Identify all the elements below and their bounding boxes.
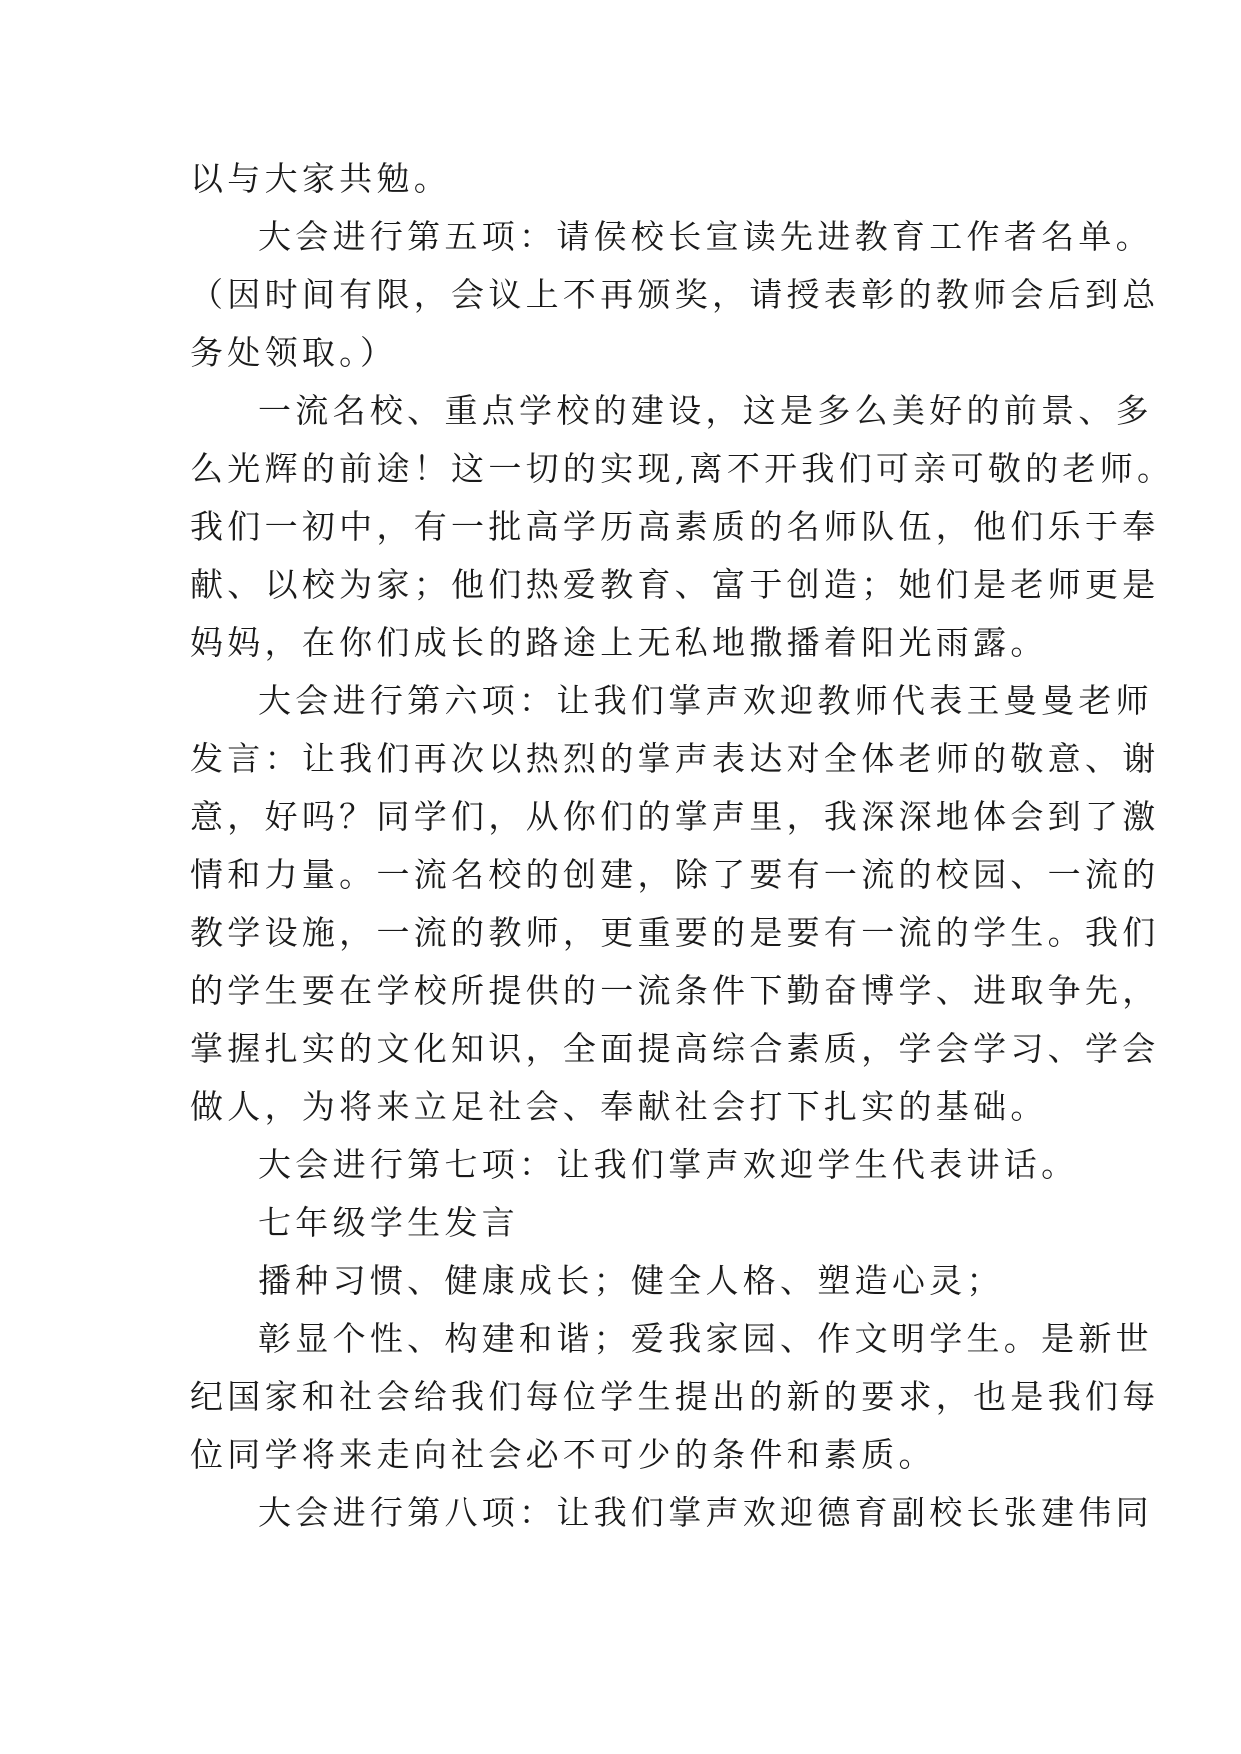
text-line: 务处领取。）: [190, 333, 398, 372]
text-line: 么光辉的前途！这一切的实现,离不开我们可亲可敬的老师。: [190, 449, 1175, 488]
document-page: [190, 150, 1175, 1542]
text-line: 大会进行第六项：让我们掌声欢迎教师代表王曼曼老师: [258, 681, 1153, 720]
text-line: 一流名校、重点学校的建设，这是多么美好的前景、多: [258, 391, 1153, 430]
text-line: 大会进行第七项：让我们掌声欢迎学生代表讲话。: [258, 1145, 1079, 1184]
text-line: 播种习惯、健康成长；健全人格、塑造心灵；: [258, 1261, 1004, 1300]
text-line: 教学设施，一流的教师，更重要的是要有一流的学生。我们: [190, 913, 1160, 952]
text-line: 发言：让我们再次以热烈的掌声表达对全体老师的敬意、谢: [190, 739, 1160, 778]
text-line: 大会进行第八项：让我们掌声欢迎德育副校长张建伟同: [258, 1493, 1153, 1532]
text-line: （因时间有限，会议上不再颁奖，请授表彰的教师会后到总: [190, 275, 1160, 314]
text-line: 妈妈，在你们成长的路途上无私地撒播着阳光雨露。: [190, 623, 1048, 662]
text-line: 掌握扎实的文化知识，全面提高综合素质，学会学习、学会: [190, 1029, 1160, 1068]
text-line: 意，好吗？同学们，从你们的掌声里，我深深地体会到了激: [190, 797, 1160, 836]
text-line: 大会进行第五项：请侯校长宣读先进教育工作者名单。: [258, 217, 1153, 256]
text-line: 彰显个性、构建和谐；爱我家园、作文明学生。是新世: [258, 1319, 1153, 1358]
text-line: 情和力量。一流名校的创建，除了要有一流的校园、一流的: [190, 855, 1160, 894]
text-line: 位同学将来走向社会必不可少的条件和素质。: [190, 1435, 936, 1474]
text-line: 七年级学生发言: [258, 1203, 520, 1242]
text-line: 做人，为将来立足社会、奉献社会打下扎实的基础。: [190, 1087, 1048, 1126]
text-line: 献、以校为家；他们热爱教育、富于创造；她们是老师更是: [190, 565, 1160, 604]
text-line: 我们一初中，有一批高学历高素质的名师队伍，他们乐于奉: [190, 507, 1160, 546]
text-line: 以与大家共勉。: [190, 159, 452, 198]
text-line: 纪国家和社会给我们每位学生提出的新的要求，也是我们每: [190, 1377, 1160, 1416]
text-line: 的学生要在学校所提供的一流条件下勤奋博学、进取争先，: [190, 971, 1160, 1010]
